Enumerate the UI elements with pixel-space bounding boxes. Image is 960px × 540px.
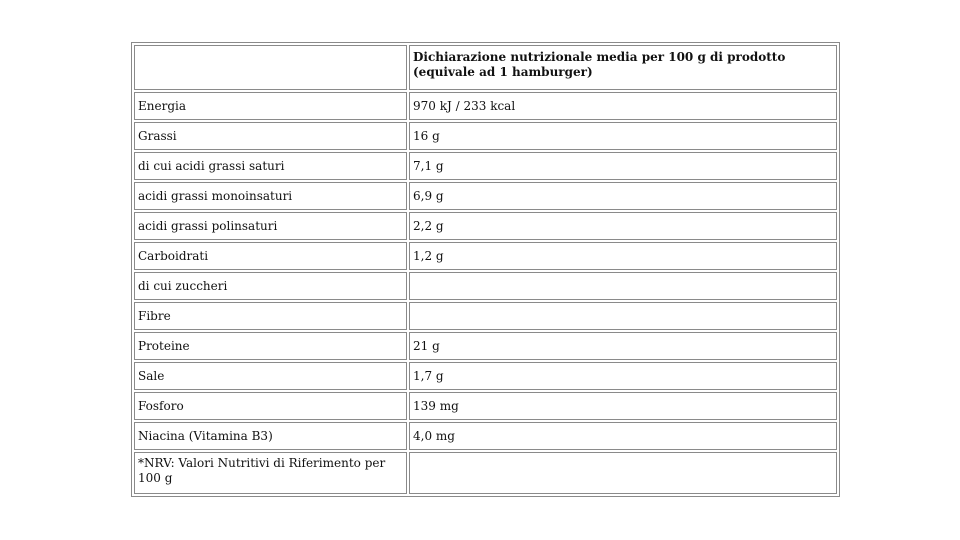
table-row [134, 272, 837, 300]
nutrient-value: 6,9 g [409, 182, 837, 210]
nutrient-value: 16 g [409, 122, 837, 150]
nutrient-value [409, 302, 837, 330]
header-label-cell [134, 45, 407, 90]
nutrient-value: 1,2 g [409, 242, 837, 270]
nutrient-label: Fibre [134, 302, 407, 330]
nutrient-label: di cui acidi grassi saturi [134, 152, 407, 180]
nutrient-label: Energia [134, 92, 407, 120]
nutrition-table [131, 42, 840, 497]
nutrient-value: 2,2 g [409, 212, 837, 240]
header-value-cell: Dichiarazione nutrizionale media per 100 g di prodotto (equivale ad 1 hamburger) [409, 45, 837, 90]
nutrient-label: acidi grassi monoinsaturi [134, 182, 407, 210]
nutrient-value: 139 mg [409, 392, 837, 420]
table-row [134, 242, 837, 270]
nutrient-value: 21 g [409, 332, 837, 360]
nutrient-label: Grassi [134, 122, 407, 150]
nutrient-value: 970 kJ / 233 kcal [409, 92, 837, 120]
nutrient-label: Carboidrati [134, 242, 407, 270]
table-row [134, 302, 837, 330]
nutrient-value [409, 272, 837, 300]
nutrient-label: di cui zuccheri [134, 272, 407, 300]
nutrient-value: 4,0 mg [409, 422, 837, 450]
table-row [134, 182, 837, 210]
table-header-row [134, 45, 837, 90]
nrv-note: *NRV: Valori Nutritivi di Riferimento per 100 g [134, 452, 407, 494]
table-row [134, 362, 837, 390]
table-footer-row [134, 452, 837, 494]
table-row [134, 392, 837, 420]
table-row [134, 212, 837, 240]
table-row [134, 92, 837, 120]
nutrient-value: 1,7 g [409, 362, 837, 390]
nutrient-label: acidi grassi polinsaturi [134, 212, 407, 240]
table-row [134, 422, 837, 450]
nutrient-value: 7,1 g [409, 152, 837, 180]
nutrient-label: Fosforo [134, 392, 407, 420]
nutrient-label: Niacina (Vitamina B3) [134, 422, 407, 450]
table-row [134, 332, 837, 360]
table-row [134, 152, 837, 180]
nutrient-label: Sale [134, 362, 407, 390]
footer-value-cell [409, 452, 837, 494]
nutrient-label: Proteine [134, 332, 407, 360]
table-row [134, 122, 837, 150]
